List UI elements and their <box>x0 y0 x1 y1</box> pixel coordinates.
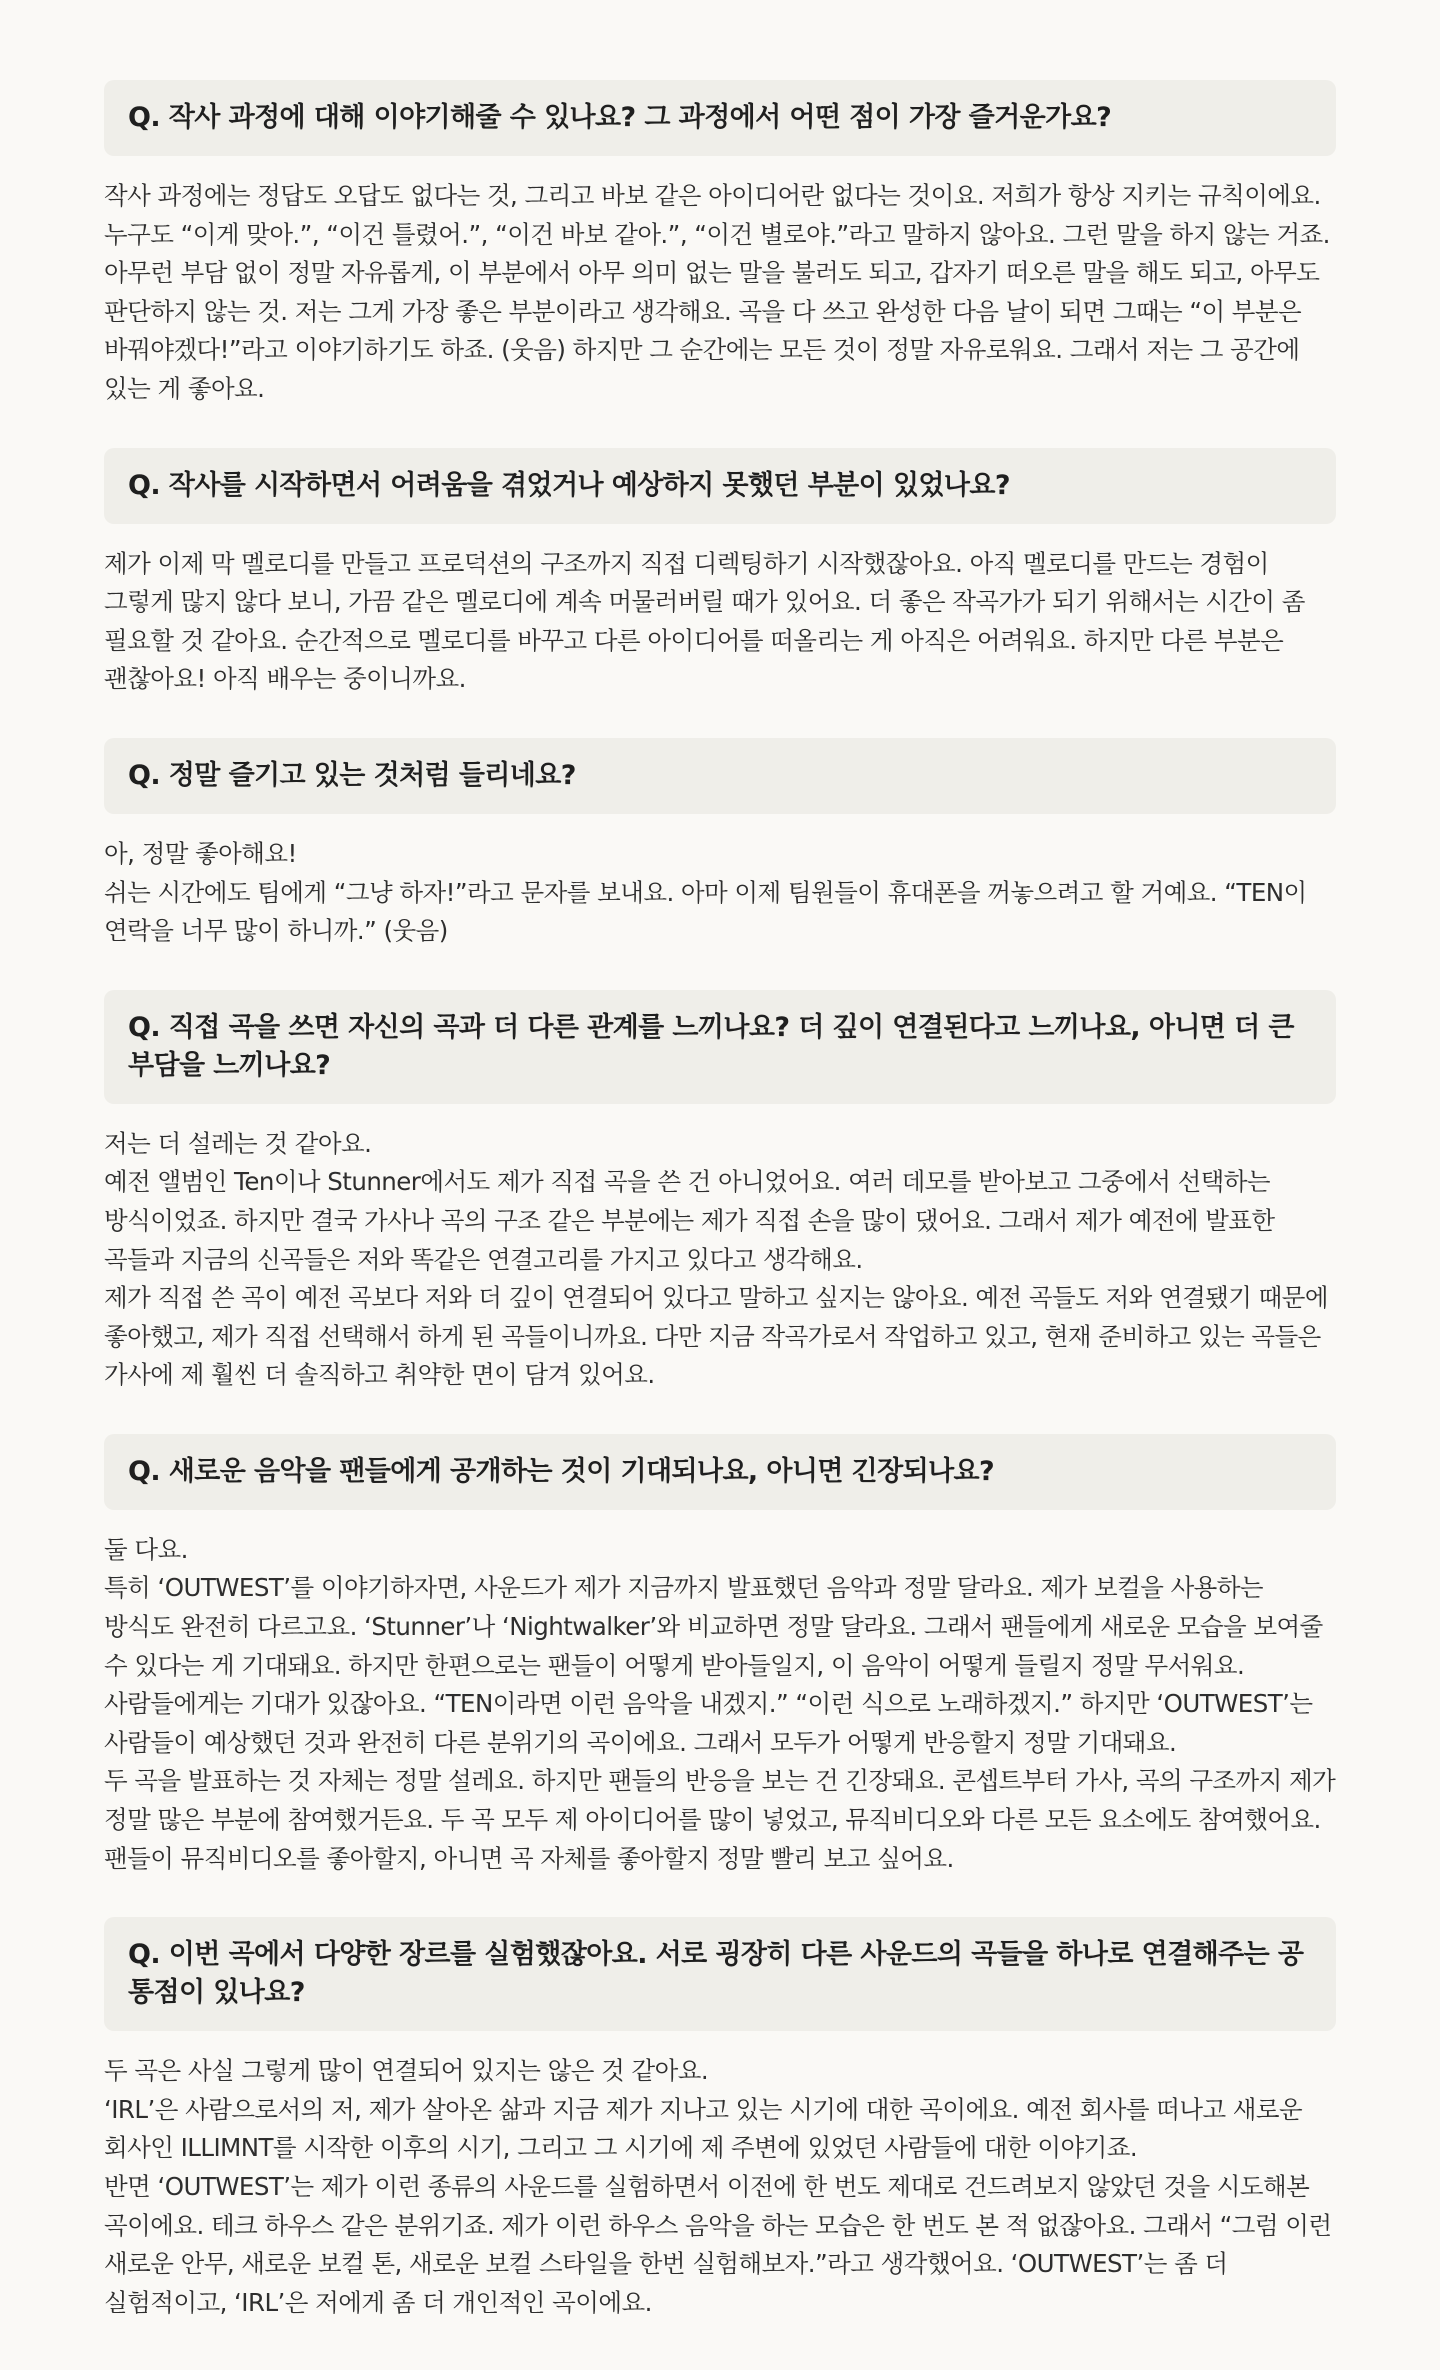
answer-paragraph: 제가 직접 쓴 곡이 예전 곡보다 저와 더 깊이 연결되어 있다고 말하고 싶지는 않아요. 예전 곡들도 저와 연결됐기 때문에 좋아했고, 제가 직접 선택해서 하게 된 곡들이니까요. 다만 지금 작곡가로서 작업하고 있고, 현재 준비하고 있는 곡들은 가사에 제 훨씬 더 솔직하고 취약한 면이 담겨 있어요. <box>104 1283 1329 1390</box>
answer-paragraph: 제가 이제 막 멜로디를 만들고 프로덕션의 구조까지 직접 디렉팅하기 시작했잖아요. 아직 멜로디를 만드는 경험이 그렇게 많지 않다 보니, 가끔 같은 멜로디에 계속 머물러버릴 때가 있어요. 더 좋은 작곡가가 되기 위해서는 시간이 좀 필요할 것 같아요. 순간적으로 멜로디를 바꾸고 다른 아이디어를 떠올리는 게 아직은 어려워요. 하지만 다른 부분은 괜찮아요! 아직 배우는 중이니까요. <box>104 548 1305 694</box>
question-heading: Q. 정말 즐기고 있는 것처럼 들리네요? <box>104 738 1336 814</box>
answer-paragraph: 반면 ‘OUTWEST’는 제가 이런 종류의 사운드를 실험하면서 이전에 한 번도 제대로 건드려보지 않았던 것을 시도해본 곡이에요. 테크 하우스 같은 분위기죠. 제가 이런 하우스 음악을 하는 모습은 한 번도 본 적 없잖아요. 그래서 “그럼 이런 새로운 안무, 새로운 보컬 톤, 새로운 보컬 스타일을 한번 실험해보자.”라고 생각했어요. ‘OUTWEST’는 좀 더 실험적이고, ‘IRL’은 저에게 좀 더 개인적인 곡이에요. <box>104 2172 1332 2317</box>
answer-text <box>104 177 1336 409</box>
question-heading: Q. 새로운 음악을 팬들에게 공개하는 것이 기대되나요, 아니면 긴장되나요? <box>104 1434 1336 1510</box>
qa-section-6 <box>104 1917 1336 2322</box>
answer-text <box>104 1531 1336 1878</box>
answer-text <box>104 545 1336 699</box>
answer-text <box>104 1125 1336 1395</box>
answer-paragraph: ‘IRL’은 사람으로서의 저, 제가 살아온 삶과 지금 제가 지나고 있는 시기에 대한 곡이에요. 예전 회사를 떠나고 새로운 회사인 ILLIMNT를 시작한 이후의 시기, 그리고 그 시기에 제 주변에 있었던 사람들에 대한 이야기죠. <box>104 2094 1303 2163</box>
answer-paragraph: 쉬는 시간에도 팀에게 “그냥 하자!”라고 문자를 보내요. 아마 이제 팀원들이 휴대폰을 꺼놓으려고 할 거예요. “TEN이 연락을 너무 많이 하니까.” (웃음) <box>104 877 1307 946</box>
answer-paragraph: 작사 과정에는 정답도 오답도 없다는 것, 그리고 바보 같은 아이디어란 없다는 것이요. 저희가 항상 지키는 규칙이에요. 누구도 “이게 맞아.”, “이건 틀렸어.”, “이건 바보 같아.”, “이건 별로야.”라고 말하지 않아요. 그런 말을 하지 않는 거죠. 아무런 부담 없이 정말 자유롭게, 이 부분에서 아무 의미 없는 말을 불러도 되고, 갑자기 떠오른 말을 해도 되고, 아무도 판단하지 않는 것. 저는 그게 가장 좋은 부분이라고 생각해요. 곡을 다 쓰고 완성한 다음 날이 되면 그때는 “이 부분은 바꿔야겠다!”라고 이야기하기도 하죠. (웃음) 하지만 그 순간에는 모든 것이 정말 자유로워요. 그래서 저는 그 공간에 있는 게 좋아요. <box>104 181 1330 403</box>
answer-paragraph: 둘 다요. <box>104 1534 188 1564</box>
qa-section-1 <box>104 80 1336 409</box>
answer-paragraph: 저는 더 설레는 것 같아요. <box>104 1128 372 1158</box>
qa-section-4 <box>104 990 1336 1395</box>
qa-section-2 <box>104 448 1336 699</box>
question-heading: Q. 이번 곡에서 다양한 장르를 실험했잖아요. 서로 굉장히 다른 사운드의 곡들을 하나로 연결해주는 공통점이 있나요? <box>104 1917 1336 2031</box>
answer-paragraph: 아, 정말 좋아해요! <box>104 838 297 868</box>
answer-paragraph: 두 곡은 사실 그렇게 많이 연결되어 있지는 않은 것 같아요. <box>104 2056 709 2086</box>
answer-paragraph: 두 곡을 발표하는 것 자체는 정말 설레요. 하지만 팬들의 반응을 보는 건 긴장돼요. 콘셉트부터 가사, 곡의 구조까지 제가 정말 많은 부분에 참여했거든요. 두 곡 모두 제 아이디어를 많이 넣었고, 뮤직비디오와 다른 모든 요소에도 참여했어요. 팬들이 뮤직비디오를 좋아할지, 아니면 곡 자체를 좋아할지 정말 빨리 보고 싶어요. <box>104 1766 1336 1873</box>
answer-paragraph: 예전 앨범인 Ten이나 Stunner에서도 제가 직접 곡을 쓴 건 아니었어요. 여러 데모를 받아보고 그중에서 선택하는 방식이었죠. 하지만 결국 가사나 곡의 구조 같은 부분에는 제가 직접 손을 많이 댔어요. 그래서 제가 예전에 발표한 곡들과 지금의 신곡들은 저와 똑같은 연결고리를 가지고 있다고 생각해요. <box>104 1167 1275 1274</box>
question-heading: Q. 작사를 시작하면서 어려움을 겪었거나 예상하지 못했던 부분이 있었나요? <box>104 448 1336 524</box>
qa-section-3 <box>104 738 1336 951</box>
question-heading: Q. 직접 곡을 쓰면 자신의 곡과 더 다른 관계를 느끼나요? 더 깊이 연결된다고 느끼나요, 아니면 더 큰 부담을 느끼나요? <box>104 990 1336 1104</box>
answer-text <box>104 835 1336 951</box>
question-heading: Q. 작사 과정에 대해 이야기해줄 수 있나요? 그 과정에서 어떤 점이 가장 즐거운가요? <box>104 80 1336 156</box>
answer-text <box>104 2052 1336 2322</box>
qa-section-5 <box>104 1434 1336 1878</box>
answer-paragraph: 특히 ‘OUTWEST’를 이야기하자면, 사운드가 제가 지금까지 발표했던 음악과 정말 달라요. 제가 보컬을 사용하는 방식도 완전히 다르고요. ‘Stunner’나 ‘Nightwalker’와 비교하면 정말 달라요. 그래서 팬들에게 새로운 모습을 보여줄 수 있다는 게 기대돼요. 하지만 한편으로는 팬들이 어떻게 받아들일지, 이 음악이 어떻게 들릴지 정말 무서워요. 사람들에게는 기대가 있잖아요. “TEN이라면 이런 음악을 내겠지.” “이런 식으로 노래하겠지.” 하지만 ‘OUTWEST’는 사람들이 예상했던 것과 완전히 다른 분위기의 곡이에요. 그래서 모두가 어떻게 반응할지 정말 기대돼요. <box>104 1573 1323 1757</box>
